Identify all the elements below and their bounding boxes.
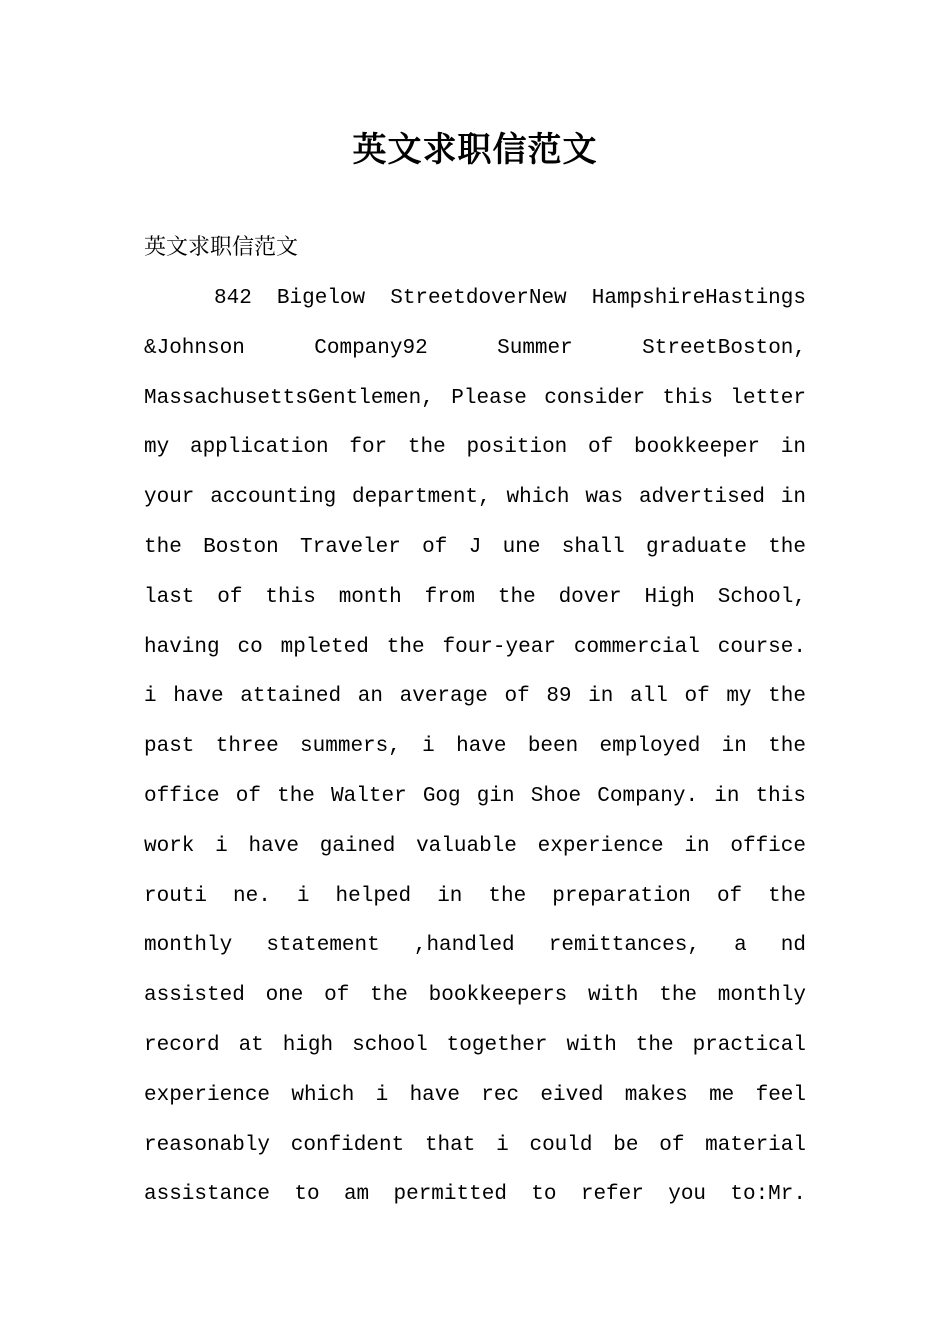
text-line: reasonably confident that i could be of material [144, 1133, 806, 1157]
text-line: routi ne. i helped in the preparation of the [144, 884, 806, 908]
text-line: your accounting department, which was advertised in [144, 486, 806, 510]
text-line: &Johnson Company92 Summer StreetBoston, [144, 336, 806, 360]
text-line: assistance to am permitted to refer you to:Mr. [144, 1183, 806, 1207]
text-line: 842 Bigelow StreetdoverNew HampshireHastings [214, 287, 806, 310]
text-line: monthly statement ,handled remittances, a nd [144, 934, 806, 958]
text-line: MassachusettsGentlemen, Please consider this letter [144, 386, 806, 410]
text-line: i have attained an average of 89 in all of my the [144, 685, 806, 709]
text-line: the Boston Traveler of J une shall graduate the [144, 535, 806, 559]
document-title: 英文求职信范文 [352, 130, 598, 170]
text-line: record at high school together with the practical [144, 1033, 806, 1057]
letter-body [144, 279, 806, 1225]
text-line: office of the Walter Gog gin Shoe Company. in this [144, 784, 806, 808]
text-line: past three summers, i have been employed in the [144, 735, 806, 759]
text-line: my application for the position of bookkeeper in [144, 436, 806, 460]
text-line: work i have gained valuable experience in office [144, 834, 806, 858]
text-line: assisted one of the bookkeepers with the monthly [144, 984, 806, 1008]
text-line: last of this month from the dover High School, [144, 585, 806, 609]
document-subtitle: 英文求职信范文 [144, 235, 299, 260]
text-line: experience which i have rec eived makes me feel [144, 1083, 806, 1107]
text-line: having co mpleted the four-year commercial course. [144, 635, 806, 659]
